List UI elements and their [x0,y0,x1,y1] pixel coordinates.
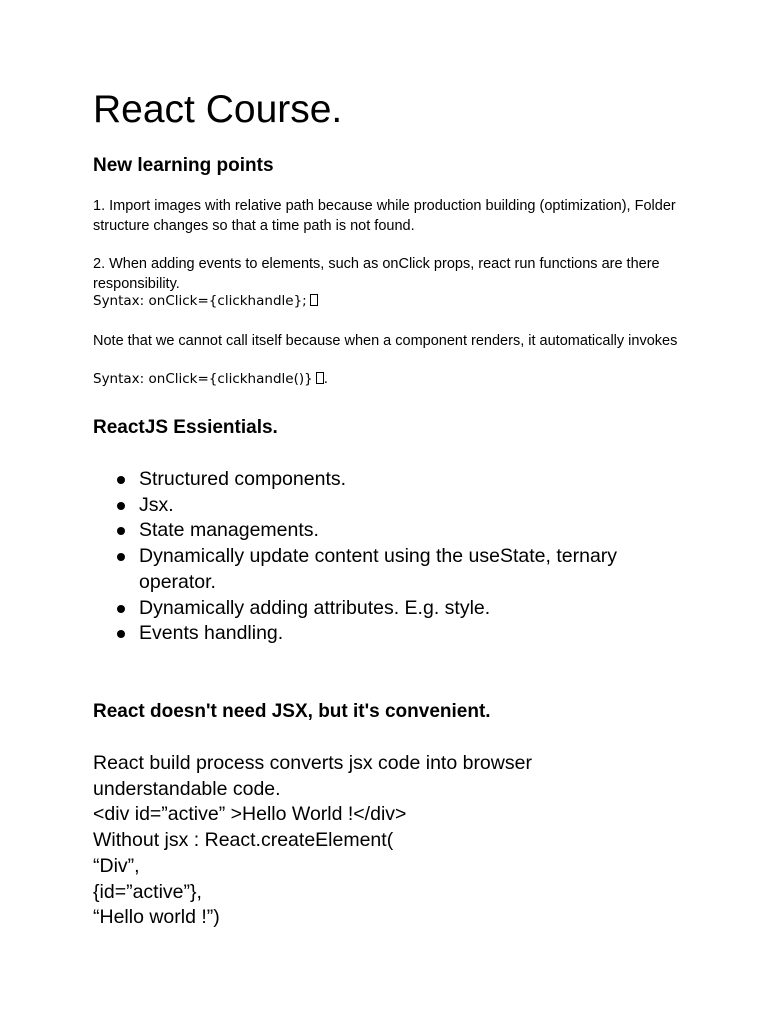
bullet-icon [117,630,125,638]
note-paragraph: Note that we cannot call itself because when a component renders, it automatically invokes [93,333,678,349]
syntax-suffix: . [323,371,328,387]
bullet-icon [117,527,125,535]
bullet-icon [117,553,125,561]
learning-point-1: 1. Import images with relative path because while production building (optimization), Folder structure changes so that a time path is not found. [93,198,676,234]
jsx-line: Without jsx : React.createElement( [93,829,394,852]
list-item: State managements. [93,518,673,544]
jsx-explanation [93,751,693,931]
page-title: React Course. [93,88,343,131]
section-heading-jsx: React doesn't need JSX, but it's convenient. [93,701,491,722]
bullet-icon [117,502,125,510]
list-item: Dynamically update content using the useState, ternary operator. [93,544,673,595]
jsx-line: “Div”, [93,854,140,877]
list-item: Jsx. [93,493,673,519]
list-item: Structured components. [93,467,673,493]
syntax-line-2 [93,370,328,389]
syntax-text-2: Syntax: onClick={clickhandle()} [93,371,313,387]
bullet-icon [117,476,125,484]
bullet-icon [117,605,125,613]
jsx-line: understandable code. [93,777,281,800]
essentials-list [93,467,673,647]
section-heading-learning-points: New learning points [93,155,274,176]
jsx-line: {id=”active”}, [93,880,202,903]
jsx-line: React build process converts jsx code into browser [93,752,532,774]
section-heading-essentials: ReactJS Essientials. [93,417,278,438]
list-item: Dynamically adding attributes. E.g. style. [93,596,673,622]
missing-glyph-icon [310,294,318,306]
jsx-line: “Hello world !”) [93,906,220,929]
learning-point-2: 2. When adding events to elements, such as onClick props, react run functions are there responsibility. [93,256,660,292]
syntax-line-1 [93,292,318,311]
missing-glyph-icon [316,372,324,384]
list-item: Events handling. [93,621,673,647]
jsx-line: <div id=”active” >Hello World !</div> [93,803,407,826]
syntax-text-1: Syntax: onClick={clickhandle}; [93,293,307,309]
